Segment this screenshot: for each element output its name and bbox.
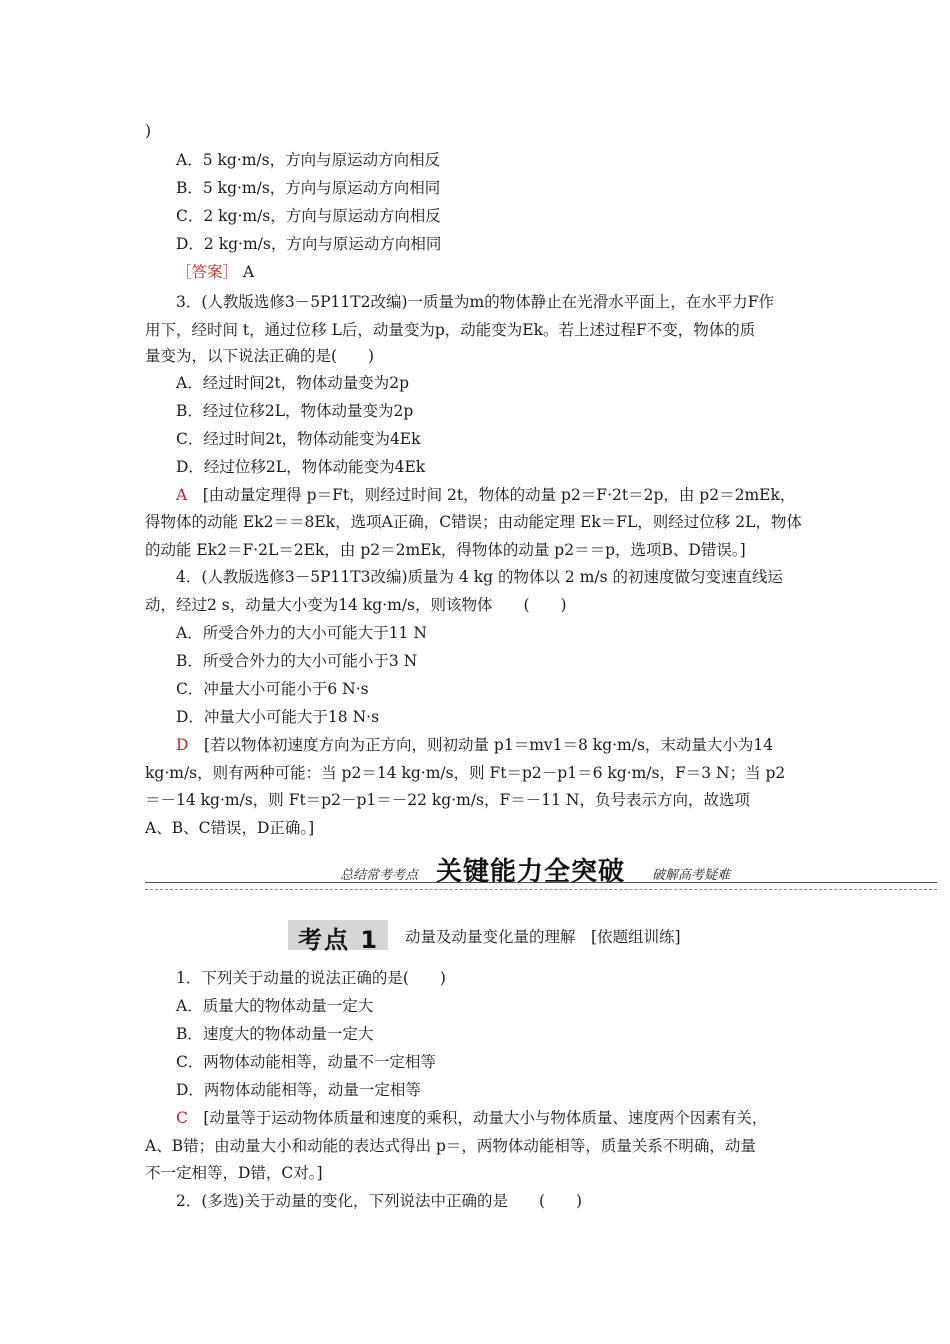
option-a: A．质量大的物体动量一定大	[176, 997, 374, 1015]
answer-tag: ［答案］	[176, 263, 239, 281]
option-a: A．5 kg·m/s，方向与原运动方向相反	[176, 151, 441, 169]
solution-line: A、B错；由动量大小和动能的表达式得出 p＝，两物体动能相等，质量关系不明确，动量	[145, 1137, 756, 1155]
option-d: D．冲量大小可能大于18 N·s	[176, 708, 380, 726]
question-2: 2．(多选)关于动量的变化，下列说法中正确的是 ( )	[176, 1192, 583, 1210]
question-1: 1．下列关于动量的说法正确的是( )	[176, 969, 446, 987]
answer-value: A	[238, 263, 255, 281]
solution-line	[176, 485, 795, 505]
option-b: B．所受合外力的大小可能小于3 N	[176, 652, 418, 670]
solution-line: 得物体的动能 Ek2＝＝8Ek，选项A正确，C错误；由动能定理 Ek＝FL，则经过位移 2L，物体	[145, 513, 802, 531]
banner-right-text: 破解高考疑难	[652, 868, 731, 883]
option-c: C．2 kg·m/s，方向与原运动方向相反	[176, 207, 441, 225]
option-c: C．两物体动能相等，动量不一定相等	[176, 1053, 436, 1071]
solution-text: [由动量定理得 p＝Ft，则经过时间 2t，物体的动量 p2＝F·2t＝2p，由 p2＝2mEk，	[187, 486, 796, 504]
question-3-line-3: 量变为，以下说法正确的是( )	[145, 347, 375, 365]
solution-line	[176, 735, 773, 755]
option-c: C．经过时间2t，物体动能变为4Ek	[176, 430, 421, 448]
banner-title: 关键能力全突破	[436, 857, 626, 887]
option-b: B．经过位移2L，物体动量变为2p	[176, 402, 414, 420]
solution-text: [动量等于运动物体质量和速度的乘积，动量大小与物体质量、速度两个因素有关，	[187, 1109, 768, 1127]
option-d: D．2 kg·m/s，方向与原运动方向相同	[176, 235, 442, 253]
solution-line	[176, 1108, 767, 1128]
question-4-line-2: 动，经过2 s，动量大小变为14 kg·m/s，则该物体 ( )	[145, 596, 567, 614]
banner-left-text: 总结常考考点	[340, 868, 419, 883]
option-d: D．经过位移2L，物体动能变为4Ek	[176, 458, 426, 476]
text-line: )	[145, 122, 152, 140]
question-3-line-1: 3．(人教版选修3－5P11T2改编)一质量为m的物体静止在光滑水平面上，在水平力F作	[176, 293, 774, 311]
option-b: B．速度大的物体动量一定大	[176, 1025, 374, 1043]
solution-line: 的动能 Ek2＝F·2L＝2Ek，由 p2＝2mEk，得物体的动量 p2＝＝p，选项B、D错误。]	[145, 541, 746, 559]
solution-line: kg·m/s，则有两种可能：当 p2＝14 kg·m/s，则 Ft＝p2－p1＝6 kg·m/s，F＝3 N；当 p2	[145, 764, 786, 782]
question-4-line-1: 4．(人教版选修3－5P11T3改编)质量为 4 kg 的物体以 2 m/s 的初速度做匀变速直线运	[176, 568, 784, 586]
answer-line	[176, 262, 254, 282]
answer-letter: C	[176, 1109, 188, 1127]
option-a: A．所受合外力的大小可能大于11 N	[176, 624, 427, 642]
question-3-line-2: 用下，经时间 t，通过位移 L后，动量变为p，动能变为Ek。若上述过程F不变，物体的质	[145, 321, 756, 339]
solution-line: ＝－14 kg·m/s，则 Ft＝p2－p1＝－22 kg·m/s，F＝－11 N，负号表示方向，故选项	[145, 791, 750, 809]
answer-letter: A	[176, 486, 188, 504]
option-c: C．冲量大小可能小于6 N·s	[176, 680, 369, 698]
solution-line: A、B、C错误，D正确。]	[145, 819, 315, 837]
kaodian-title: 动量及动量变化量的理解 [依题组训练]	[405, 928, 681, 946]
option-b: B．5 kg·m/s，方向与原运动方向相同	[176, 179, 441, 197]
answer-letter: D	[176, 736, 189, 754]
option-d: D．两物体动能相等，动量一定相等	[176, 1081, 421, 1099]
kaodian-label: 考点 1	[298, 926, 380, 954]
solution-line: 不一定相等，D错，C对。]	[145, 1164, 323, 1182]
option-a: A．经过时间2t，物体动量变为2p	[176, 374, 410, 392]
banner-divider	[145, 882, 937, 890]
solution-text: [若以物体初速度方向为正方向，则初动量 p1＝mv1＝8 kg·m/s，末动量大小为14	[188, 736, 774, 754]
